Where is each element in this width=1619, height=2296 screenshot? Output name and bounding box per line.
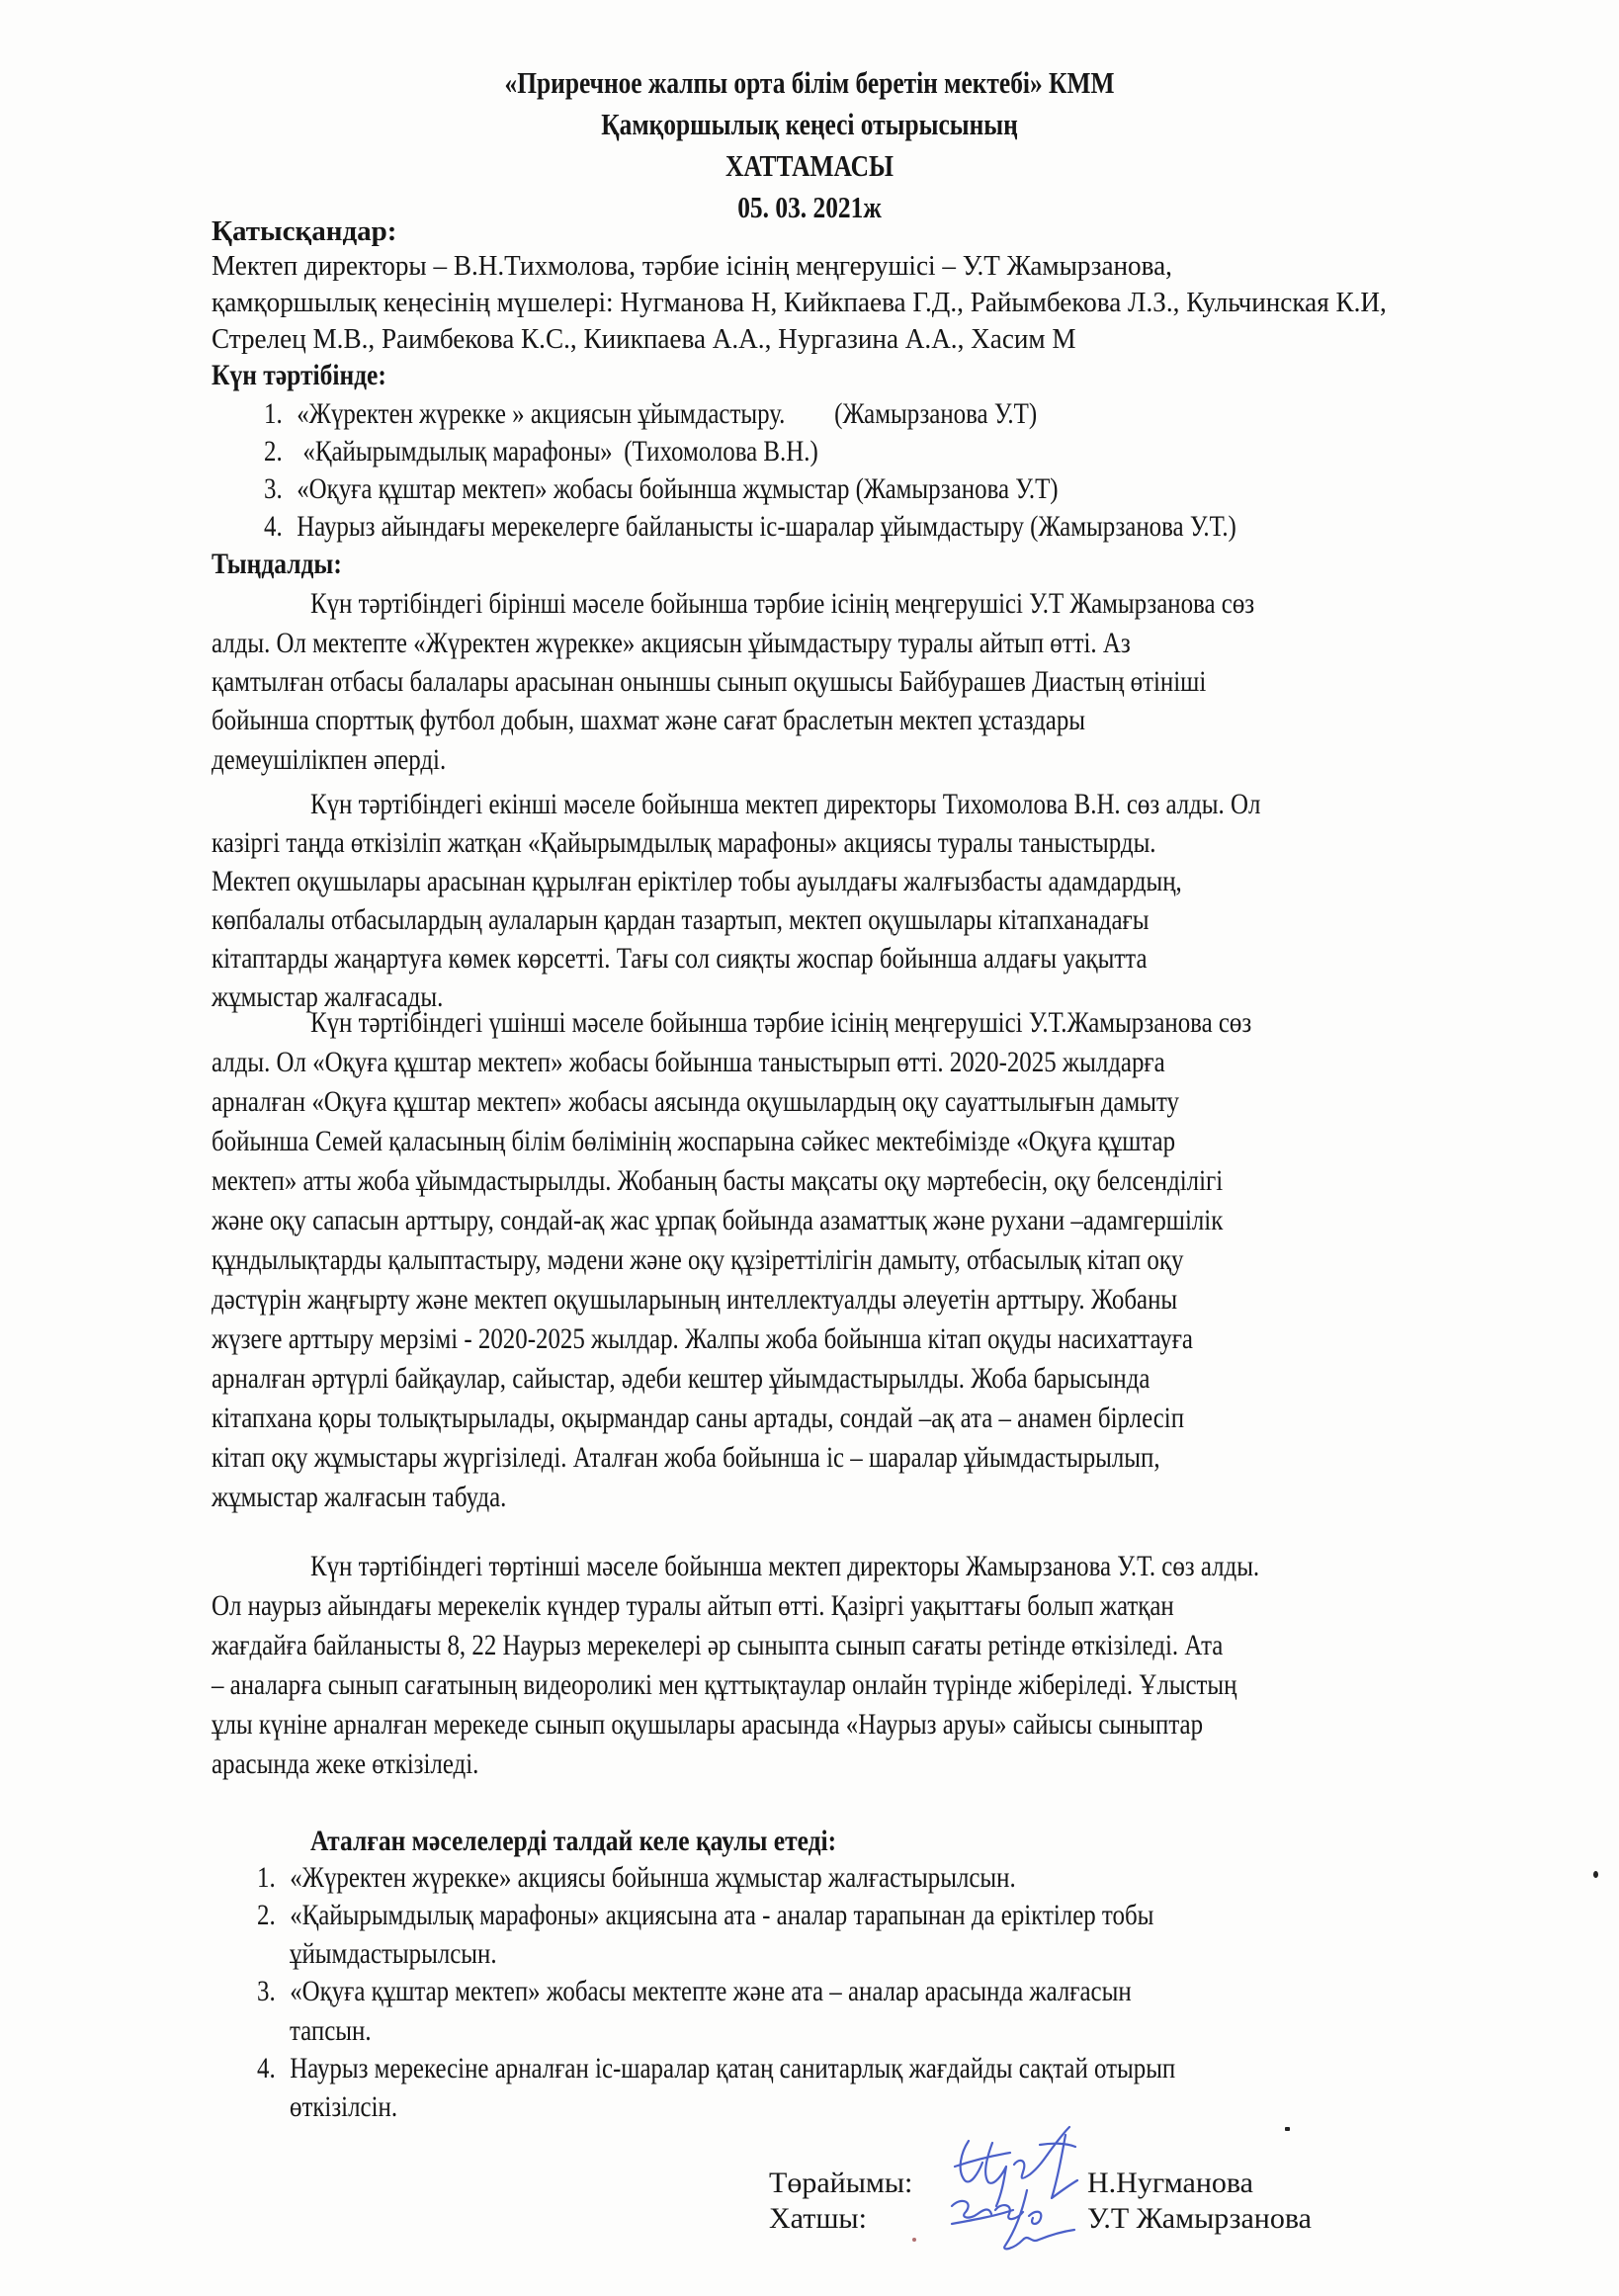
- agenda-item-text: Наурыз айындағы мерекелерге байланысты іс-шаралар ұйымдастыру: [297, 510, 1024, 543]
- paragraph-line: қамтылған отбасы балалары арасынан оныншы сынып оқушысы Байбурашев Диастың өтініші: [212, 665, 1207, 698]
- agenda-item-text: «Оқуға құштар мектеп» жобасы бойынша жұмыстар: [297, 472, 850, 505]
- agenda-item-number: 1.: [264, 397, 283, 430]
- participants-title: Қатысқандар:: [212, 215, 397, 247]
- org-name: «Приречное жалпы орта білім беретін мектебі» КММ: [504, 65, 1115, 100]
- resolution-item-text: «Қайырымдылық марафоны» акциясына ата - аналар тарапынан да еріктілер тобы: [290, 1899, 1154, 1931]
- signature-stroke: [1040, 2144, 1075, 2147]
- scan-speck: [1285, 2127, 1290, 2131]
- resolution-item-text: «Жүректен жүрекке» акциясы бойынша жұмыстар жалғастырылсын.: [290, 1861, 1016, 1894]
- agenda-item-responsible: (Жамырзанова У.Т): [855, 472, 1059, 505]
- paragraph-line: Ол наурыз айындағы мерекелік күндер туралы айтып өтті. Қазіргі уақыттағы болып жатқан: [212, 1589, 1174, 1622]
- paragraph-line: мектеп» атты жоба ұйымдастырылды. Жобаның басты мақсаты оқу мәртебесін, оқу белсенділігі: [212, 1164, 1224, 1197]
- resolution-item: [257, 1899, 1153, 1932]
- signature-stroke: [952, 2201, 991, 2218]
- paragraph-line: жұмыстар жалғасады.: [212, 980, 444, 1013]
- resolution-item-number: 2.: [257, 1899, 276, 1931]
- scan-speck: [1593, 1871, 1598, 1878]
- paragraph-line: кітап оқу жұмыстары жүргізіледі. Аталған жоба бойынша іс – шаралар ұйымдастырылып,: [212, 1441, 1160, 1474]
- paragraph-line: көпбалалы отбасылардың аулаларын қардан тазартып, мектеп оқушылары кітапханадағы: [212, 903, 1150, 936]
- resolution-item: [257, 1861, 1016, 1895]
- participants-line: Мектеп директоры – В.Н.Тихмолова, тәрбие ісінің меңгерушісі – У.Т Жамырзанова,: [212, 251, 1172, 282]
- secretary-signature: [944, 2186, 1092, 2265]
- doc-type-title: ХАТТАМАСЫ: [725, 148, 894, 183]
- agenda-item: [264, 397, 1037, 431]
- signature-stroke: [952, 2210, 1013, 2224]
- agenda-item-responsible: (Жамырзанова У.Т): [834, 397, 1038, 430]
- scan-speck: [912, 2238, 916, 2242]
- document-header: [0, 63, 1619, 227]
- council-title: Қамқоршылық кеңесі отырысының: [601, 107, 1018, 141]
- resolution-item-continuation: өткізілсін.: [290, 2090, 398, 2123]
- paragraph-line: ұлы күніне арналған мерекеде сынып оқушылары арасында «Наурыз аруы» сайысы сыныптар: [212, 1708, 1204, 1741]
- paragraph-line: құндылықтарды қалыптастыру, мәдени және оқу құзіреттілігін дамыту, отбасылық кітап оқу: [212, 1243, 1184, 1276]
- agenda-item-responsible: (Тихомолова В.Н.): [624, 435, 818, 468]
- paragraph-line: казіргі таңда өткізіліп жатқан «Қайырымдылық марафоны» акциясы туралы таныстырды.: [212, 826, 1156, 859]
- paragraph-line: арналған «Оқуға құштар мектеп» жобасы аясында оқушылардың оқу сауаттылығын дамыту: [212, 1085, 1179, 1118]
- secretary-name: У.Т Жамырзанова: [1087, 2202, 1312, 2235]
- agenda-item-number: 4.: [264, 510, 283, 543]
- agenda-item-number: 3.: [264, 472, 283, 505]
- agenda-item-responsible: (Жамырзанова У.Т.): [1030, 510, 1236, 543]
- signature-stroke: [1029, 2212, 1041, 2224]
- agenda-item: [264, 435, 818, 468]
- paragraph-line: кітаптарды жаңартуға көмек көрсетті. Тағы сол сияқты жоспар бойынша алдағы уақытта: [212, 942, 1148, 975]
- paragraph-line: арналған әртүрлі байқаулар, сайыстар, әдеби кештер ұйымдастырылды. Жоба барысында: [212, 1362, 1150, 1395]
- resolution-title: Аталған мәселелерді талдай келе қаулы етеді:: [310, 1825, 837, 1857]
- paragraph-line: Мектеп оқушылары арасынан құрылған еріктілер тобы ауылдағы жалғызбасты адамдардың,: [212, 865, 1182, 897]
- agenda-item: [264, 472, 1059, 506]
- paragraph-line: жүзеге арттыру мерзімі - 2020-2025 жылдар. Жалпы жоба бойынша кітап оқуды насихаттауға: [212, 1322, 1193, 1355]
- paragraph-line: демеушілікпен әперді.: [212, 743, 447, 776]
- participants-line: қамқоршылық кеңесінің мүшелері: Нугманова Н, Кийкпаева Г.Д., Райымбекова Л.З., Кульчинская К.И,: [212, 288, 1387, 318]
- paragraph-line: арасында жеке өткізіледі.: [212, 1747, 479, 1780]
- resolution-item-number: 3.: [257, 1975, 276, 2007]
- chair-label: Төрайымы:: [769, 2167, 913, 2199]
- resolution-item: [257, 2052, 1175, 2085]
- paragraph-line: Күн тәртібіндегі төртінші мәселе бойынша мектеп директоры Жамырзанова У.Т. сөз алды.: [310, 1550, 1260, 1582]
- paragraph-line: кітапхана қоры толықтырылады, оқырмандар саны артады, сондай –ақ ата – анамен бірлесіп: [212, 1402, 1185, 1434]
- paragraph-line: дәстүрін жаңғырту және мектеп оқушыларының интеллектуалды әлеуетін арттыру. Жобаны: [212, 1283, 1178, 1316]
- paragraph-line: – аналарға сынып сағатының видеороликі мен құттықтаулар онлайн түрінде жіберіледі. Ұлыстың: [212, 1668, 1237, 1701]
- paragraph-line: алды. Ол «Оқуға құштар мектеп» жобасы бойынша таныстырып өтті. 2020-2025 жылдарға: [212, 1046, 1165, 1078]
- agenda-item-text: «Жүректен жүрекке » акциясын ұйымдастыру.: [297, 397, 786, 430]
- paragraph-line: бойынша Семей қаласының білім бөлімінің жоспарына сәйкес мектебімізде «Оқуға құштар: [212, 1125, 1176, 1157]
- paragraph-line: бойынша спорттық футбол добын, шахмат және сағат браслетын мектеп ұстаздары: [212, 704, 1086, 736]
- agenda-item-text: «Қайырымдылық марафоны»: [297, 435, 613, 468]
- chair-name: Н.Нугманова: [1087, 2167, 1253, 2199]
- resolution-item-number: 1.: [257, 1861, 276, 1894]
- paragraph-line: жағдайға байланысты 8, 22 Наурыз мерекелері әр сыныпта сынып сағаты ретінде өткізіледі. Ата: [212, 1629, 1224, 1661]
- paragraph-line: Күн тәртібіндегі үшінші мәселе бойынша тәрбие ісінің меңгерушісі У.Т.Жамырзанова сөз: [310, 1006, 1252, 1039]
- resolution-item-number: 4.: [257, 2052, 276, 2084]
- resolution-item-continuation: тапсын.: [290, 2014, 372, 2047]
- resolution-item-text: «Оқуға құштар мектеп» жобасы мектепте және ата – аналар арасында жалғасын: [290, 1975, 1132, 2007]
- paragraph-line: алды. Ол мектепте «Жүректен жүрекке» акциясын ұйымдастыру туралы айтып өтті. Аз: [212, 627, 1131, 659]
- participants-line: Стрелец М.В., Раимбекова К.С., Киикпаева А.А., Нургазина А.А., Хасим М: [212, 324, 1076, 355]
- resolution-item: [257, 1975, 1132, 2008]
- paragraph-line: және оқу сапасын арттыру, сондай-ақ жас ұрпақ бойында азаматтық және рухани –адамгершілік: [212, 1204, 1224, 1236]
- paragraph-line: Күн тәртібіндегі екінші мәселе бойынша мектеп директоры Тихомолова В.Н. сөз алды. Ол: [310, 788, 1261, 820]
- agenda-item-number: 2.: [264, 435, 283, 468]
- secretary-label: Хатшы:: [769, 2202, 867, 2235]
- resolution-item-text: Наурыз мерекесіне арналған іс-шаралар қатаң санитарлық жағдайды сақтай отырып: [290, 2052, 1176, 2084]
- agenda-item: [264, 510, 1236, 544]
- paragraph-line: Күн тәртібіндегі бірінші мәселе бойынша тәрбие ісінің меңгерушісі У.Т Жамырзанова сөз: [310, 587, 1255, 620]
- heard-title: Тыңдалды:: [212, 548, 342, 580]
- paragraph-line: жұмыстар жалғасын табуда.: [212, 1481, 507, 1513]
- meeting-date: 05. 03. 2021ж: [737, 190, 882, 224]
- agenda-title: Күн тәртібінде:: [212, 359, 386, 391]
- resolution-item-continuation: ұйымдастырылсын.: [290, 1937, 497, 1970]
